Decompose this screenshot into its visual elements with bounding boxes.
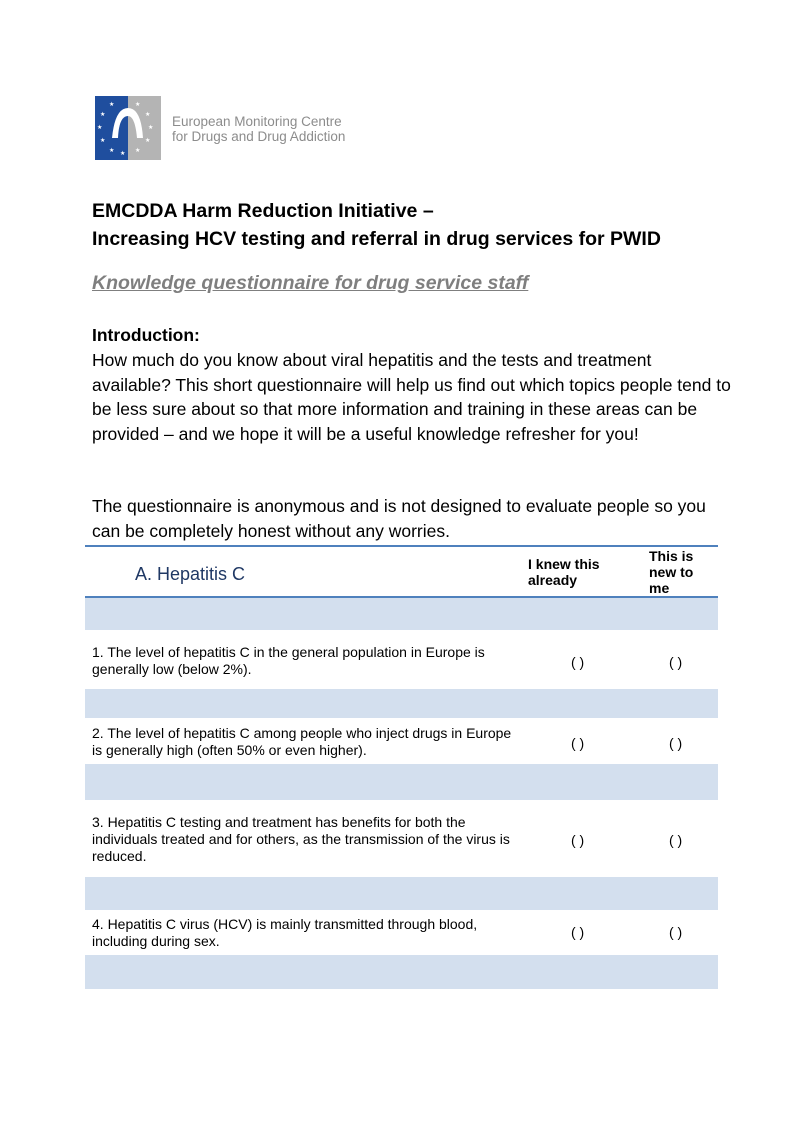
knew-option[interactable]: ( )	[571, 654, 585, 670]
question-text: 4. Hepatitis C virus (HCV) is mainly transmitted through blood, including during sex.	[92, 916, 478, 949]
svg-text:★: ★	[145, 138, 151, 144]
spacer-band	[85, 689, 718, 718]
table-header	[85, 547, 718, 598]
svg-text:★: ★	[148, 125, 154, 131]
question-row	[85, 910, 718, 955]
question-text: 3. Hepatitis C testing and treatment has benefits for both the individuals treated and for others, as the transmission of the virus is reduced.	[92, 814, 510, 864]
question-text: 2. The level of hepatitis C among people who inject drugs in Europe is generally high (often 50% or even higher).	[92, 725, 512, 758]
question-row	[85, 718, 718, 764]
col-new-header: This is new to me	[649, 548, 694, 596]
svg-text:★: ★	[100, 112, 106, 118]
spacer-band	[85, 764, 718, 800]
svg-text:★: ★	[120, 151, 126, 157]
svg-text:★: ★	[135, 102, 141, 108]
anonymity-paragraph: The questionnaire is anonymous and is not designed to evaluate people so you can be completely honest without any worries.	[92, 496, 706, 541]
emcdda-logo	[95, 96, 161, 160]
intro-paragraph: How much do you know about viral hepatitis and the tests and treatment available? This short questionnaire will help us find out which topics people tend to be less sure about so that more information and training in these areas can be provided – and we hope it will be a useful knowledge refresher for you!	[92, 350, 731, 444]
col-knew-header: I knew this already	[528, 556, 600, 588]
knew-option[interactable]: ( )	[571, 735, 585, 751]
intro-heading: Introduction:	[92, 325, 200, 345]
new-option[interactable]: ( )	[669, 654, 683, 670]
new-option[interactable]: ( )	[669, 832, 683, 848]
section-title: A. Hepatitis C	[135, 564, 246, 584]
spacer-band	[85, 877, 718, 910]
knew-option[interactable]: ( )	[571, 832, 585, 848]
svg-text:★: ★	[109, 102, 115, 108]
question-row	[85, 630, 718, 689]
logo-text-line1: European Monitoring Centre	[172, 114, 342, 129]
svg-text:★: ★	[109, 148, 115, 154]
title-line1: EMCDDA Harm Reduction Initiative –	[92, 200, 434, 222]
spacer-band	[85, 598, 718, 630]
svg-text:★: ★	[100, 138, 106, 144]
knew-option[interactable]: ( )	[571, 924, 585, 940]
new-option[interactable]: ( )	[669, 924, 683, 940]
subtitle: Knowledge questionnaire for drug service staff	[92, 272, 529, 294]
question-text: 1. The level of hepatitis C in the general population in Europe is generally low (below 2%).	[92, 644, 485, 677]
question-row	[85, 800, 718, 877]
svg-text:★: ★	[145, 112, 151, 118]
spacer-band	[85, 955, 718, 989]
svg-text:★: ★	[97, 125, 103, 131]
title-line2: Increasing HCV testing and referral in drug services for PWID	[92, 228, 661, 250]
svg-text:★: ★	[135, 148, 141, 154]
questionnaire-table	[85, 545, 718, 989]
new-option[interactable]: ( )	[669, 735, 683, 751]
logo-text-line2: for Drugs and Drug Addiction	[172, 129, 346, 144]
